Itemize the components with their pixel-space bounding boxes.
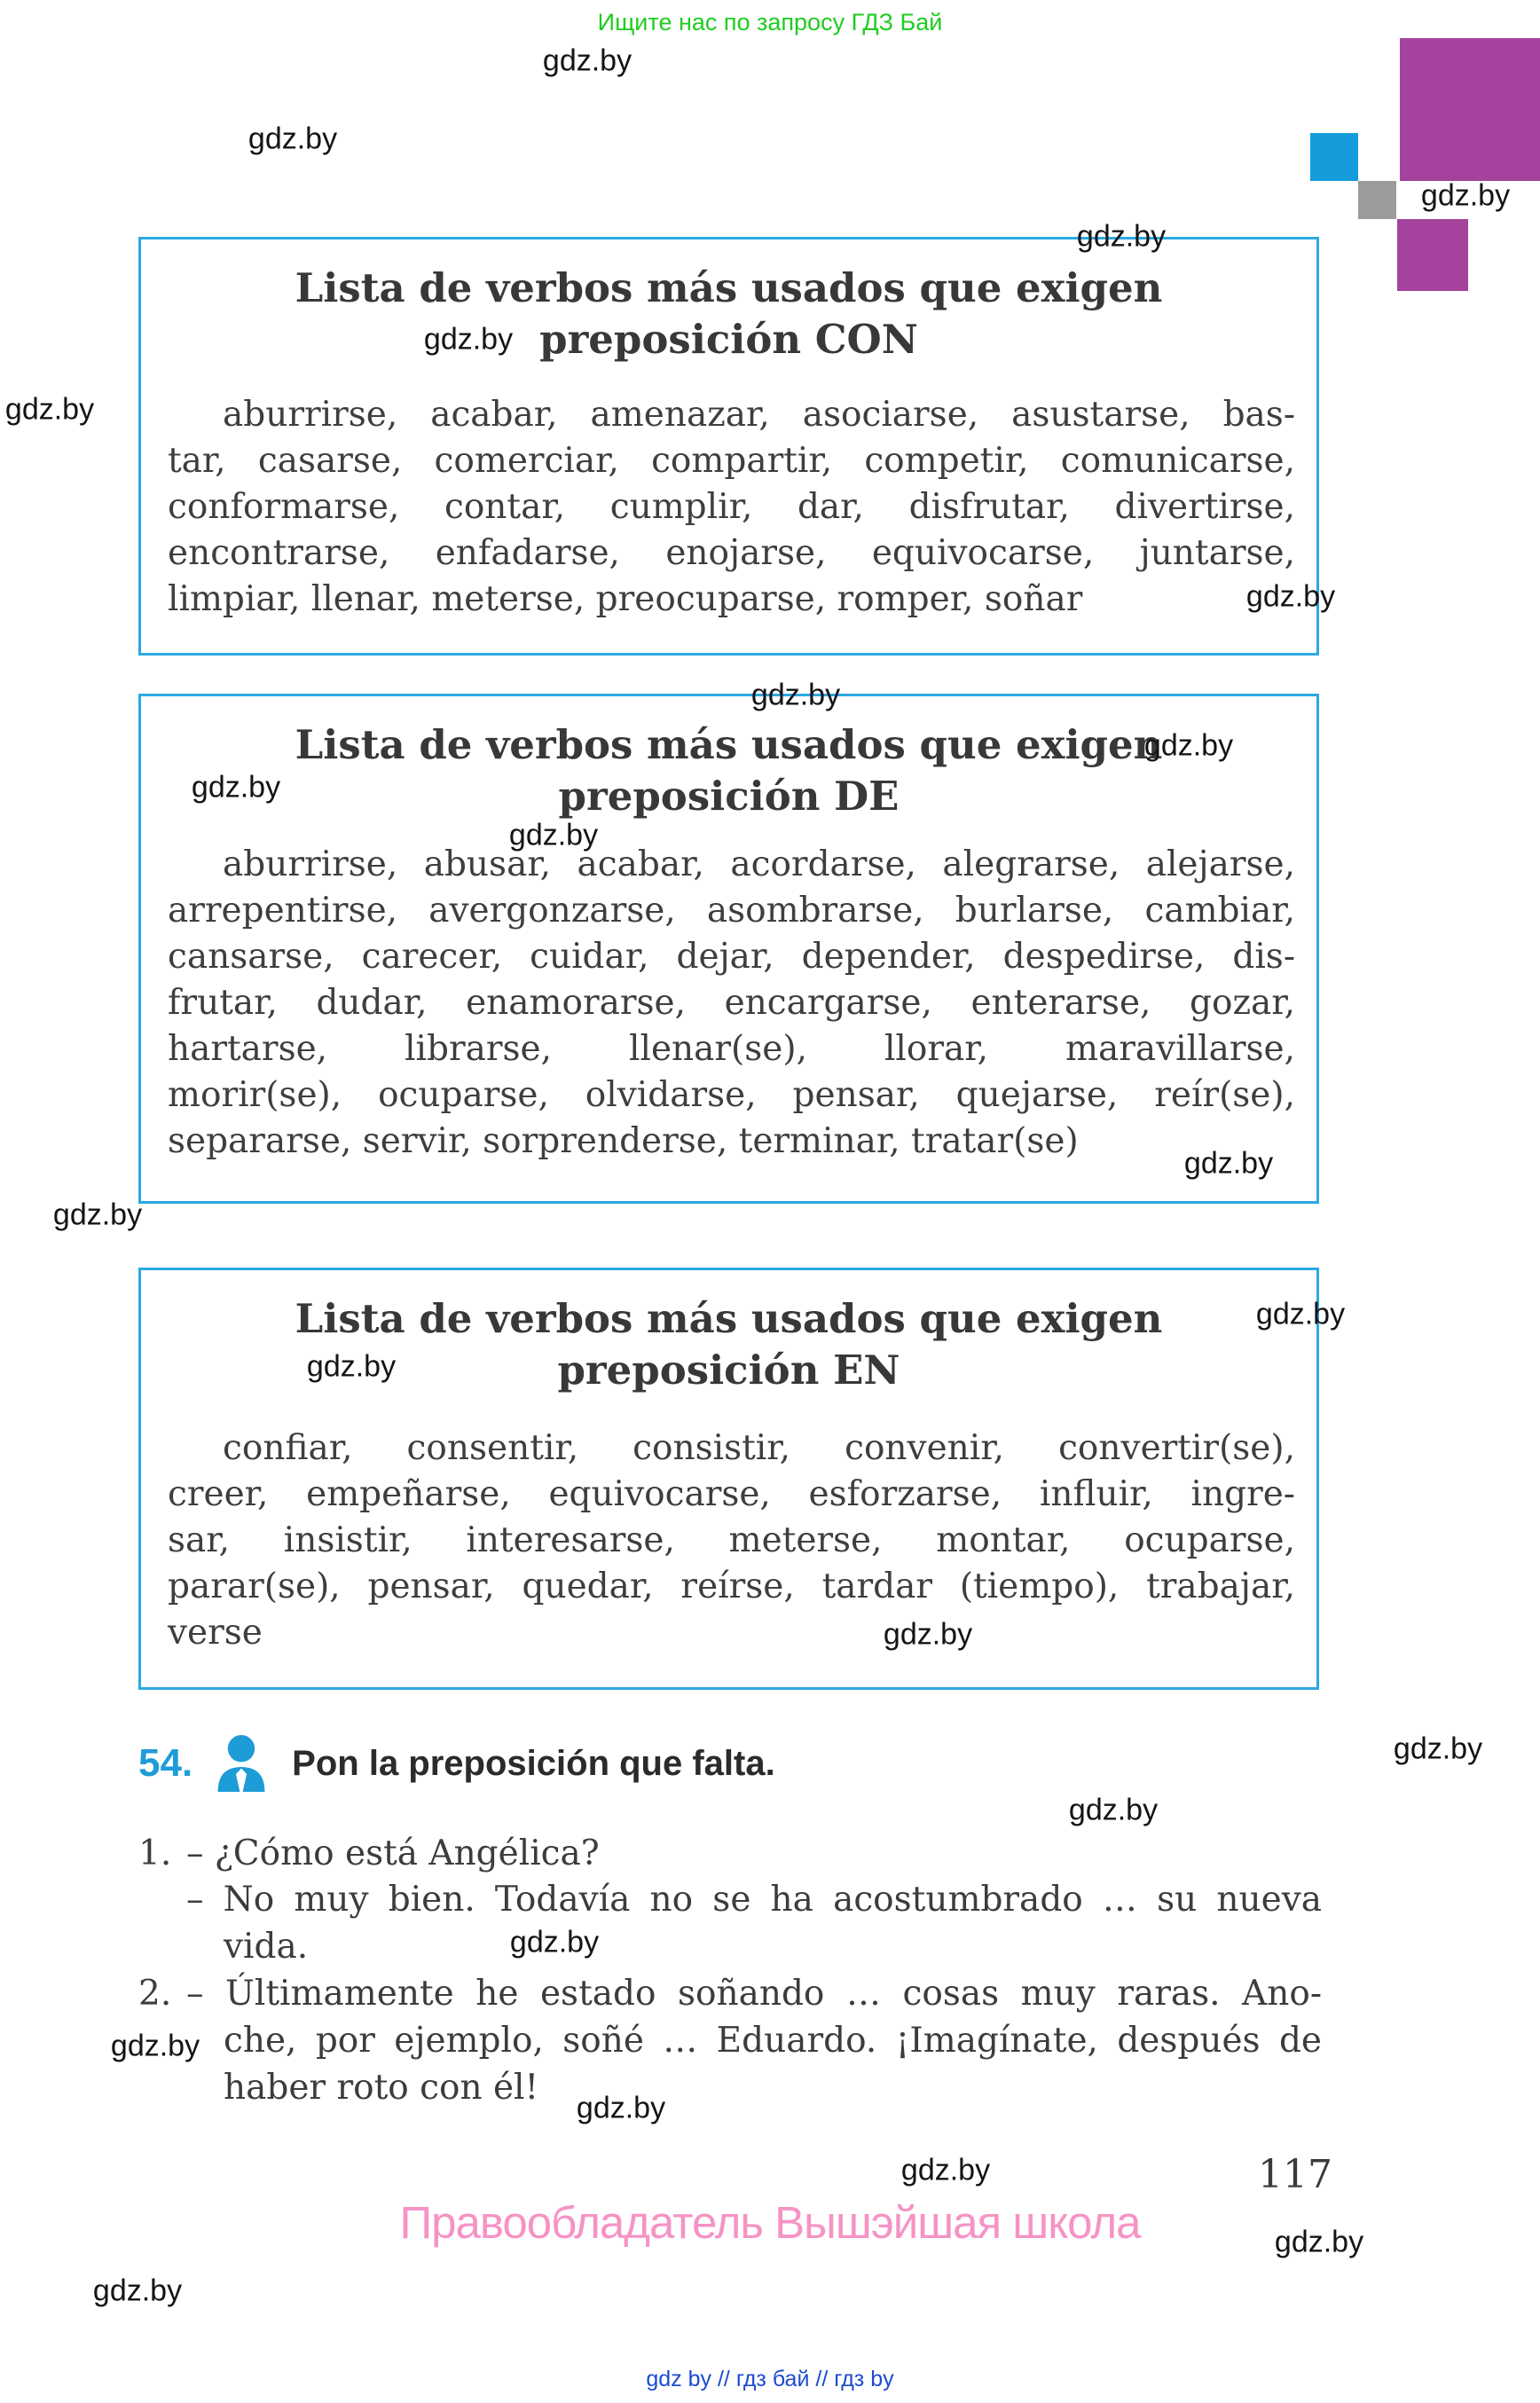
verb-list-line: separarse, servir, sorprenderse, terminar, tratar(se): [168, 1121, 1079, 1161]
top-banner: Ищите нас по запросу ГДЗ Бай: [597, 9, 943, 35]
gdz-watermark: gdz.by: [509, 1925, 600, 1959]
verb-list-line: aburrirse, acabar, amenazar, asociarse, asustarse, bas-: [223, 395, 1295, 435]
exercise-instruction: Pon la preposición que falta.: [292, 1743, 775, 1783]
verb-list-line: limpiar, llenar, meterse, preocuparse, romper, soñar: [168, 579, 1083, 619]
verb-list-line: cansarse, carecer, cuidar, dejar, depender, despedirse, dis-: [168, 937, 1295, 977]
gdz-watermark: gdz.by: [92, 2273, 183, 2308]
exercise-line: haber roto con él!: [224, 2068, 539, 2108]
decoration-purple-small: [1397, 219, 1468, 291]
verb-list-line: sar, insistir, interesarse, meterse, montar, ocuparse,: [168, 1520, 1295, 1560]
verb-box-title-line: Lista de verbos más usados que exigen: [295, 264, 1163, 311]
verb-box-con-title: [141, 263, 1316, 365]
verb-list-line: verse: [168, 1613, 263, 1653]
gdz-watermark: gdz.by: [52, 1198, 143, 1232]
gdz-watermark: gdz.by: [248, 122, 338, 156]
verb-box-en: [138, 1268, 1319, 1690]
person-icon: [214, 1735, 269, 1792]
gdz-watermark: gdz.by: [883, 1617, 973, 1652]
decoration-purple-large: [1400, 38, 1540, 181]
verb-box-de-body: [168, 842, 1295, 1165]
verb-list-line: tar, casarse, comerciar, compartir, competir, comunicarse,: [168, 441, 1295, 481]
exercise-item-number: 1.: [138, 1834, 172, 1873]
verb-list-line: creer, empeñarse, equivocarse, esforzarse, influir, ingre-: [168, 1474, 1295, 1514]
page-number: 117: [1258, 2152, 1332, 2197]
exercise-number: 54.: [138, 1741, 193, 1785]
exercise-line: vida.: [224, 1927, 309, 1967]
gdz-watermark: gdz.by: [306, 1349, 397, 1384]
gdz-watermark: gdz.by: [1274, 2225, 1364, 2259]
verb-list-line: morir(se), ocuparse, olvidarse, pensar, quejarse, reír(se),: [168, 1075, 1295, 1115]
gdz-watermark: gdz.by: [576, 2091, 666, 2125]
exercise-line: – Últimamente he estado soñando … cosas muy raras. Ano-: [186, 1974, 1322, 2014]
gdz-watermark: gdz.by: [1143, 728, 1234, 763]
verb-box-title-line: Lista de verbos más usados que exigen: [295, 721, 1163, 768]
gdz-watermark: gdz.by: [4, 392, 95, 427]
verb-box-de-title: [141, 719, 1316, 822]
verb-box-title-line: preposición EN: [557, 1347, 900, 1394]
copyright-notice: Правообладатель Вышэйшая школа: [399, 2197, 1141, 2248]
decoration-gray-square: [1358, 181, 1396, 219]
verb-list-line: parar(se), pensar, quedar, reírse, tardar (tiempo), trabajar,: [168, 1567, 1295, 1606]
verb-list-line: confiar, consentir, consistir, convenir, convertir(se),: [223, 1428, 1295, 1468]
verb-box-title-line: preposición DE: [558, 773, 900, 820]
verb-list-line: arrepentirse, avergonzarse, asombrarse, burlarse, cambiar,: [168, 891, 1295, 931]
exercise-item-number: 2.: [138, 1974, 172, 2014]
verb-box-con-body: [168, 392, 1295, 623]
gdz-watermark: gdz.by: [1245, 579, 1336, 614]
exercise-line: – ¿Cómo está Angélica?: [186, 1834, 600, 1873]
gdz-watermark: gdz.by: [1076, 219, 1167, 254]
verb-list-line: hartarse, librarse, llenar(se), llorar, maravillarse,: [168, 1029, 1295, 1069]
gdz-watermark: gdz.by: [1183, 1146, 1274, 1181]
gdz-watermark: gdz.by: [542, 43, 632, 78]
verb-box-en-body: [168, 1425, 1295, 1656]
gdz-watermark: gdz.by: [1068, 1793, 1159, 1827]
exercise-line: che, por ejemplo, soñé … Eduardo. ¡Imagínate, después de: [224, 2021, 1322, 2061]
decoration-blue-square: [1310, 133, 1358, 181]
footer-links[interactable]: gdz by // гдз бай // гдз by: [646, 2367, 894, 2391]
gdz-watermark: gdz.by: [423, 322, 514, 357]
verb-box-title-line: preposición CON: [539, 316, 918, 363]
gdz-watermark: gdz.by: [750, 678, 841, 712]
verb-list-line: encontrarse, enfadarse, enojarse, equivocarse, juntarse,: [168, 533, 1295, 573]
verb-list-line: frutar, dudar, enamorarse, encargarse, enterarse, gozar,: [168, 983, 1295, 1023]
gdz-watermark: gdz.by: [1393, 1732, 1483, 1766]
gdz-watermark: gdz.by: [1420, 178, 1511, 213]
gdz-watermark: gdz.by: [1255, 1297, 1346, 1331]
verb-box-title-line: Lista de verbos más usados que exigen: [295, 1295, 1163, 1342]
exercise-line: – No muy bien. Todavía no se ha acostumbrado … su nueva: [186, 1880, 1322, 1920]
gdz-watermark: gdz.by: [508, 818, 599, 852]
exercise-header: [138, 1735, 775, 1792]
verb-box-de: [138, 694, 1319, 1204]
gdz-watermark: gdz.by: [191, 770, 281, 805]
gdz-watermark: gdz.by: [110, 2029, 200, 2063]
gdz-watermark: gdz.by: [900, 2153, 991, 2187]
verb-list-line: aburrirse, abusar, acabar, acordarse, alegrarse, alejarse,: [223, 844, 1295, 884]
verb-box-con: [138, 237, 1319, 656]
verb-list-line: conformarse, contar, cumplir, dar, disfrutar, divertirse,: [168, 487, 1295, 527]
